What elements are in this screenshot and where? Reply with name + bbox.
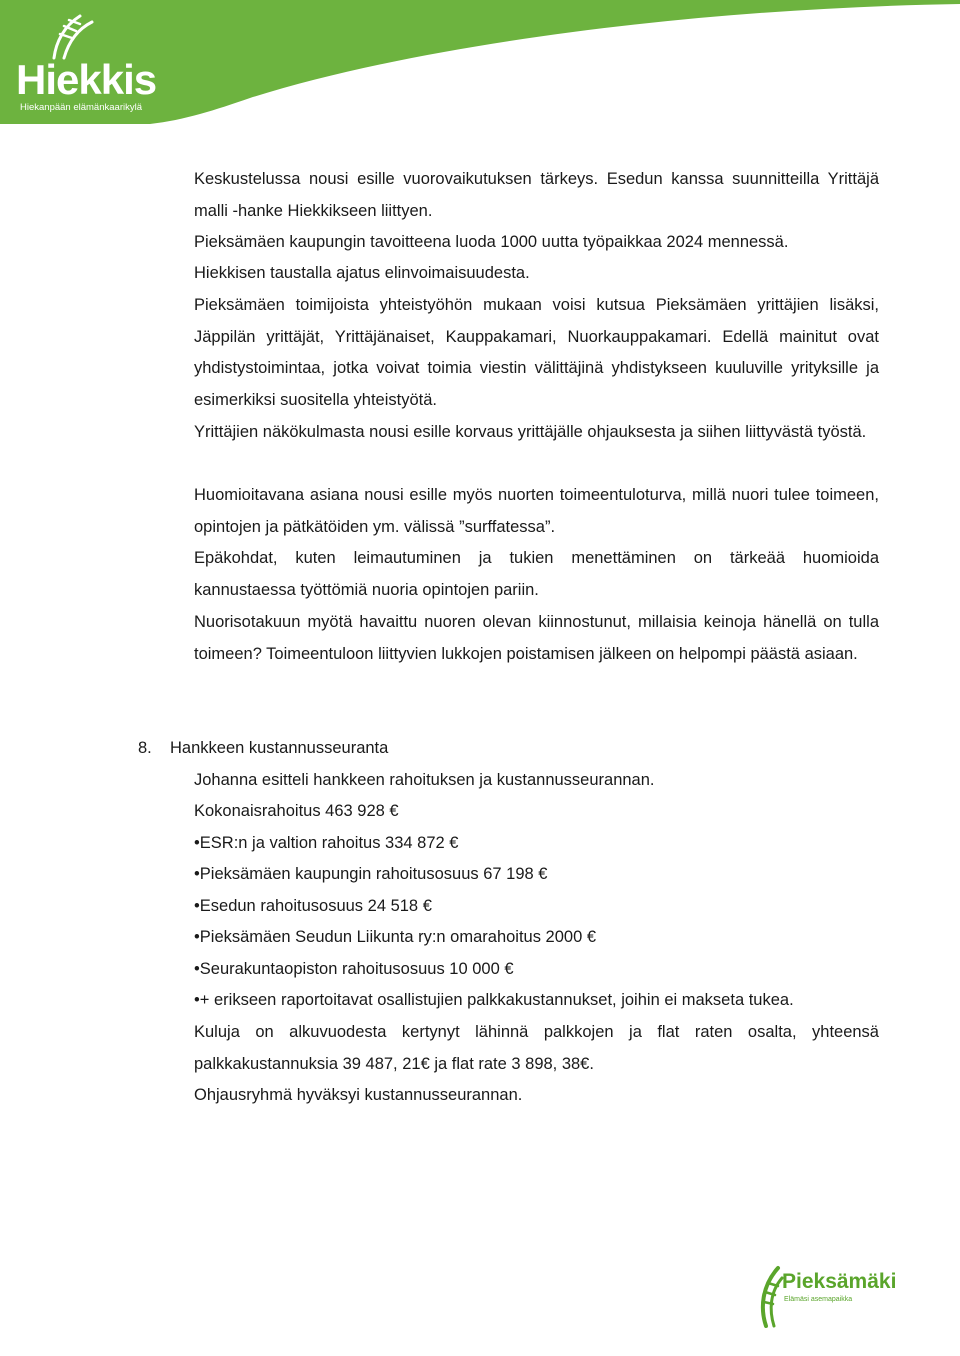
header-band (0, 0, 960, 128)
decision-paragraph: Ohjausryhmä hyväksyi kustannusseurannan. (194, 1086, 523, 1104)
pieksamaki-logo-text: Pieksämäki (782, 1270, 897, 1293)
paragraph-stigma: Epäkohdat, kuten leimautuminen ja tukien menettäminen on tärkeää huomioida kannustaessa työttömiä nuoria opintojen pariin. (194, 549, 879, 599)
paragraph-vitality: Hiekkisen taustalla ajatus elinvoimaisuudesta. (194, 264, 530, 282)
paragraph-jobs-goal: Pieksämäen kaupungin tavoitteena luoda 1000 uutta työpaikkaa 2024 mennessä. (194, 233, 789, 251)
section-8-heading (138, 736, 388, 760)
hiekkis-logo-tagline: Hiekanpään elämänkaarikylä (20, 102, 142, 113)
paragraph-entrepreneur-compensation: Yrittäjien näkökulmasta nousi esille korvaus yrittäjälle ohjauksesta ja siihen liittyvästä työstä. (194, 423, 867, 441)
funding-item: •Seurakuntaopiston rahoitusosuus 10 000 € (194, 960, 514, 978)
hiekkis-logo-text: Hiekkis (16, 56, 157, 103)
section-8-title: Hankkeen kustannusseuranta (170, 739, 389, 757)
funding-item: •Pieksämäen kaupungin rahoitusosuus 67 198 € (194, 865, 548, 883)
total-funding: Kokonaisrahoitus 463 928 € (194, 802, 399, 820)
funding-item: •Esedun rahoitusosuus 24 518 € (194, 897, 432, 915)
funding-item: •ESR:n ja valtion rahoitus 334 872 € (194, 834, 459, 852)
hiekkis-logo (16, 12, 157, 113)
pieksamaki-logo-tagline: Elämäsi asemapaikka (784, 1296, 853, 1303)
section-8-number: 8. (138, 739, 152, 757)
paragraph-partners: Pieksämäen toimijoista yhteistyöhön mukaan voisi kutsua Pieksämäen yrittäjien lisäksi, Jäppilän yrittäjät, Yrittäjänaiset, Kauppakamari, Nuorkauppakamari. Edellä mainitut ovat yhdistystoimintaa, jotka voivat toimia viestin välittäjinä yhdistykseen kuuluville yrityksille ja esimerkiksi suositella yhteistyötä. (194, 296, 879, 409)
paragraph-youth-income: Huomioitavana asiana nousi esille myös nuorten toimeentuloturva, millä nuori tulee toimeen, opintojen ja pätkätöiden ym. välissä ”surffatessa”. (194, 486, 879, 536)
paragraph-interaction: Keskustelussa nousi esille vuorovaikutuksen tärkeys. Esedun kanssa suunnitteilla Yrittäjä malli -hanke Hiekkikseen liittyen. (194, 170, 879, 220)
pieksamaki-logo (756, 1262, 906, 1332)
funding-item: •Pieksämäen Seudun Liikunta ry:n omarahoitus 2000 € (194, 928, 597, 946)
funding-item: •+ erikseen raportoitavat osallistujien palkkakustannukset, joihin ei makseta tukea. (194, 991, 794, 1009)
paragraph-youth-guarantee: Nuorisotakuun myötä havaittu nuoren olevan kiinnostunut, millaisia keinoja hänellä on tulla toimeen? Toimeentuloon liittyvien lukkojen poistamisen jälkeen on helpompi päästä asiaan. (194, 613, 879, 663)
hiekkis-logo-mark-icon (42, 12, 102, 62)
section-8-intro: Johanna esitteli hankkeen rahoituksen ja kustannusseurannan. (194, 771, 655, 789)
costs-paragraph: Kuluja on alkuvuodesta kertynyt lähinnä palkkojen ja flat raten osalta, yhteensä palkkakustannuksia 39 487, 21€ ja flat rate 3 898, 38€. (194, 1023, 879, 1073)
